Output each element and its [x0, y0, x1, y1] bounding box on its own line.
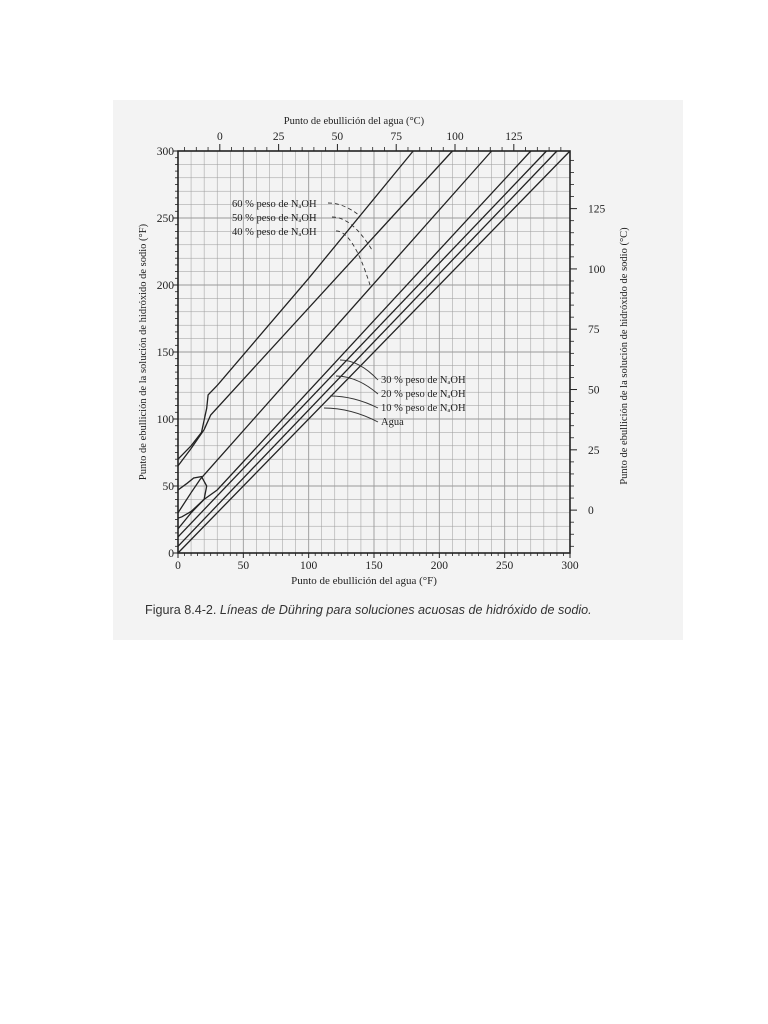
annotation-label: 30 % peso de NₐOH: [381, 375, 466, 386]
figure-caption: [145, 603, 645, 617]
annotation-label: 60 % peso de NₐOH: [232, 199, 317, 210]
x2-tick-label: 100: [446, 131, 464, 143]
annotation-arrow: [324, 408, 378, 422]
y-tick-label: 100: [156, 414, 174, 426]
annotation-label: Agua: [381, 417, 404, 428]
x-tick-label: 150: [365, 560, 383, 572]
x-tick-label: 0: [175, 560, 181, 572]
y2-tick-label: 100: [588, 263, 606, 276]
x-tick-label: 100: [300, 560, 318, 572]
y2-tick-label: 50: [588, 384, 600, 397]
x-tick-label: 250: [496, 560, 514, 572]
annotation-label: 40 % peso de NₐOH: [232, 227, 317, 238]
series-line-30: [178, 151, 531, 529]
x2-tick-label: 25: [272, 131, 285, 143]
annotation-label: 20 % peso de NₐOH: [381, 389, 466, 400]
caption-number: Figura 8.4-2.: [145, 603, 217, 617]
caption-text: Líneas de Dühring para soluciones acuosas de hidróxido de sodio.: [219, 603, 592, 617]
y-axis-title: Punto de ebullición de la solución de hidróxido de sodio (°F): [138, 223, 149, 481]
y2-axis-title: Punto de ebullición de la solución de hidróxido de sodio (°C): [619, 227, 630, 485]
y-tick-label: 250: [156, 213, 174, 225]
x-axis-title: Punto de ebullición del agua (°F): [291, 575, 437, 587]
y-tick-label: 50: [162, 481, 174, 493]
x2-axis-title: Punto de ebullición del agua (°C): [283, 116, 425, 127]
annotation-arrow: [328, 203, 360, 216]
x2-tick-label: 75: [390, 131, 402, 143]
x2-tick-label: 0: [216, 131, 223, 143]
x-tick-label: 200: [430, 560, 448, 572]
x-tick-label: 300: [561, 560, 579, 572]
y2-tick-label: 0: [588, 505, 594, 518]
y-tick-label: 300: [156, 146, 174, 158]
x-tick-label: 50: [237, 560, 250, 572]
annotation-arrow: [330, 396, 378, 408]
x2-tick-label: 125: [505, 131, 523, 143]
y2-tick-label: 75: [588, 324, 600, 337]
annotations: [232, 199, 466, 428]
annotation-label: 10 % peso de NₐOH: [381, 403, 466, 414]
y-tick-label: 150: [156, 347, 174, 359]
y2-tick-label: 25: [588, 444, 600, 457]
x2-tick-label: 50: [331, 131, 344, 143]
annotation-label: 50 % peso de NₐOH: [232, 213, 317, 224]
y-tick-label: 0: [168, 548, 174, 560]
y2-tick-label: 125: [588, 203, 606, 216]
y-tick-label: 200: [156, 280, 174, 292]
series-line-10: [178, 151, 557, 546]
